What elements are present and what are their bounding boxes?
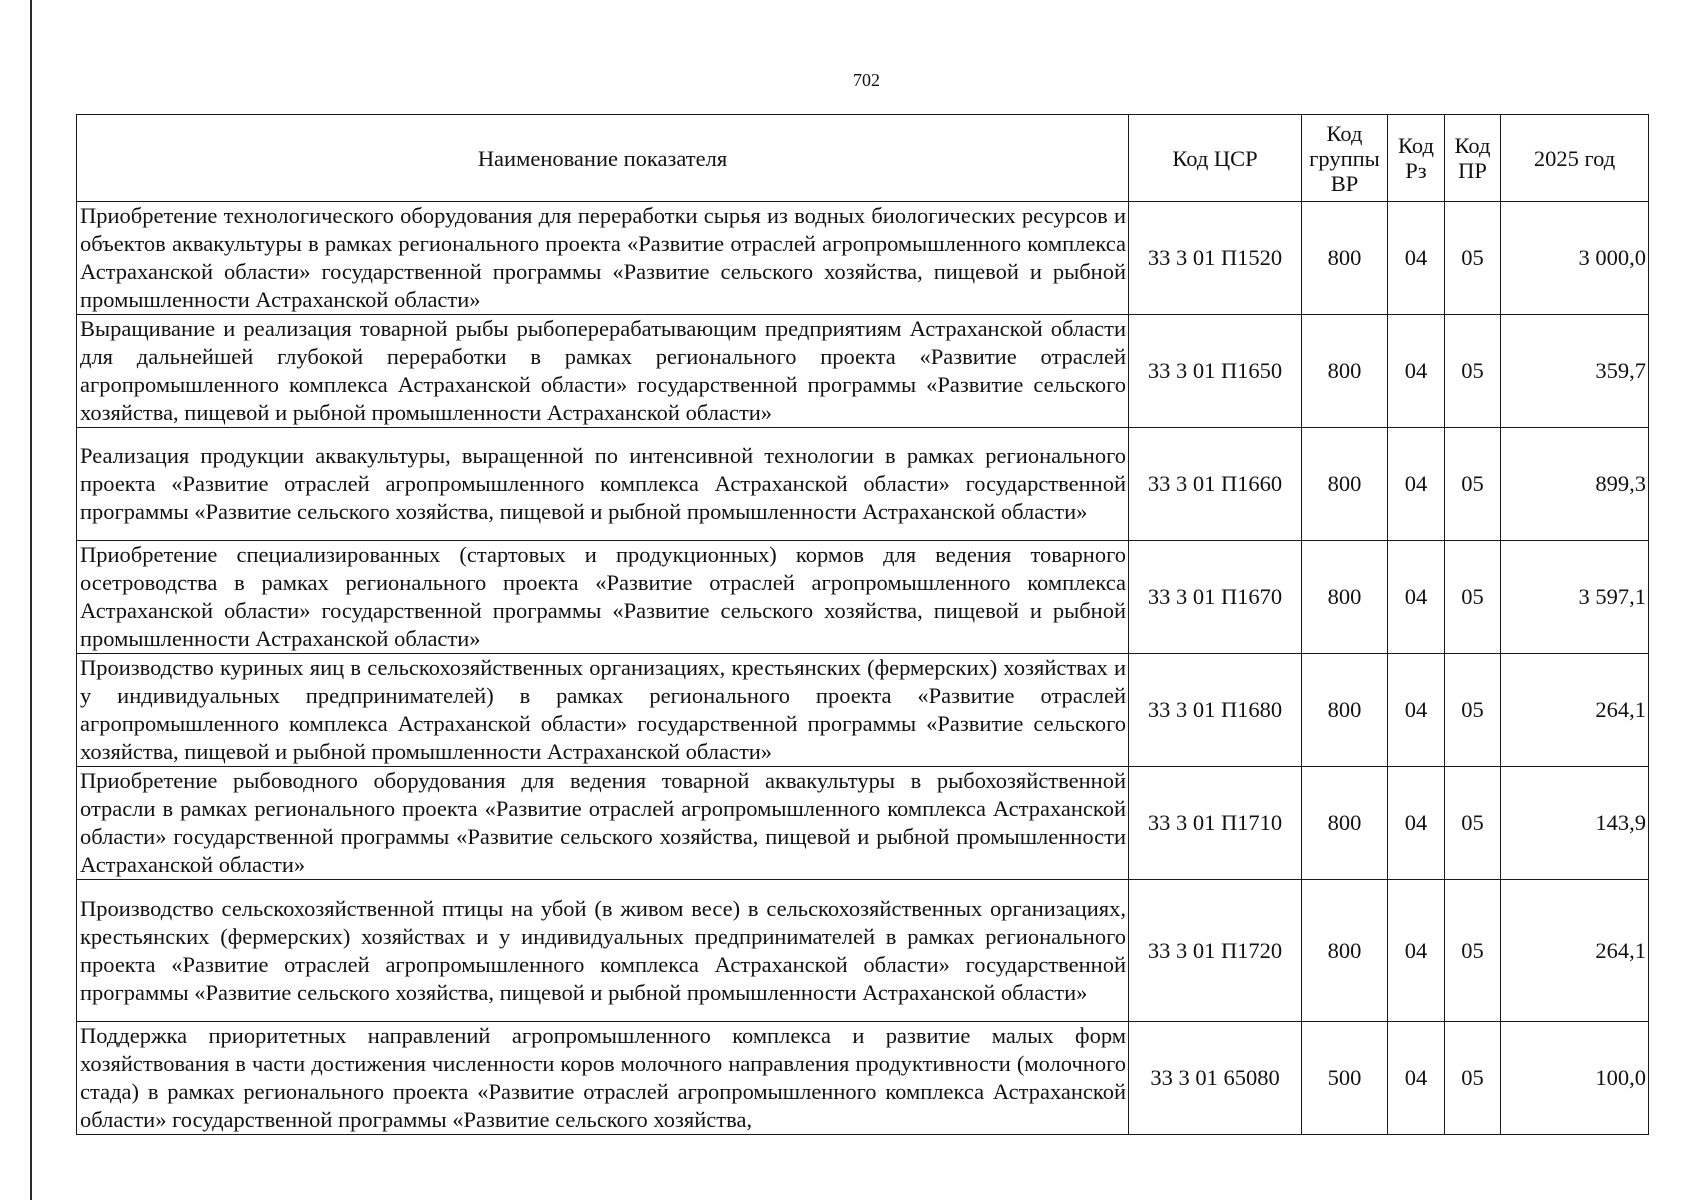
header-vr-line: ВР: [1330, 170, 1359, 196]
header-rz-line: Код: [1398, 133, 1434, 158]
row-rz: 04: [1388, 428, 1445, 541]
row-vr: 500: [1302, 1022, 1388, 1135]
header-name: Наименование показателя: [77, 115, 1129, 202]
row-pr: 05: [1445, 202, 1501, 315]
row-amount: 3 597,1: [1501, 541, 1649, 654]
row-pr: 05: [1445, 1022, 1501, 1135]
row-amount: 3 000,0: [1501, 202, 1649, 315]
header-vr-line: Код: [1326, 120, 1363, 146]
page-number: 702: [853, 70, 880, 90]
row-amount: 264,1: [1501, 654, 1649, 767]
row-name: Реализация продукции аквакультуры, выращенной по интенсивной технологии в рамках регионального проекта «Развитие отраслей агропромышленного комплекса Астраханской области» государственной программы «Развитие сельского хозяйства, пищевой и рыбной промышленности Астраханской области»: [77, 428, 1129, 541]
row-amount: 899,3: [1501, 428, 1649, 541]
row-name: Приобретение рыбоводного оборудования для ведения товарной аквакультуры в рыбохозяйственной отрасли в рамках регионального проекта «Развитие отраслей агропромышленного комплекса Астраханской области» государственной программы «Развитие сельского хозяйства, пищевой и рыбной промышленности Астраханской области»: [77, 767, 1129, 880]
table-row: [77, 315, 1649, 428]
row-rz: 04: [1388, 767, 1445, 880]
row-vr: 800: [1302, 428, 1388, 541]
row-csr: 33 3 01 П1720: [1129, 880, 1302, 1022]
header-pr-line: ПР: [1458, 158, 1487, 183]
row-vr: 800: [1302, 315, 1388, 428]
header-pr: [1445, 115, 1501, 202]
budget-table: [76, 114, 1649, 1135]
row-rz: 04: [1388, 202, 1445, 315]
row-rz: 04: [1388, 541, 1445, 654]
table-row: [77, 1022, 1649, 1135]
row-pr: 05: [1445, 315, 1501, 428]
row-name: Поддержка приоритетных направлений агропромышленного комплекса и развитие малых форм хозяйствования в части достижения численности коров молочного направления продуктивности (молочного стада) в рамках регионального проекта «Развитие отраслей агропромышленного комплекса Астраханской области» государственной программы «Развитие сельского хозяйства,: [77, 1022, 1129, 1135]
header-vr-line: группы: [1309, 145, 1380, 171]
page-binding-line: [30, 0, 32, 1200]
row-csr: 33 3 01 П1520: [1129, 202, 1302, 315]
row-vr: 800: [1302, 767, 1388, 880]
row-csr: 33 3 01 П1660: [1129, 428, 1302, 541]
row-pr: 05: [1445, 767, 1501, 880]
row-pr: 05: [1445, 428, 1501, 541]
row-name: Выращивание и реализация товарной рыбы рыбоперерабатывающим предприятиям Астраханской области для дальнейшей глубокой переработки в рамках регионального проекта «Развитие отраслей агропромышленного комплекса Астраханской области» государственной программы «Развитие сельского хозяйства, пищевой и рыбной промышленности Астраханской области»: [77, 315, 1129, 428]
table-header-row: [77, 115, 1649, 202]
row-amount: 100,0: [1501, 1022, 1649, 1135]
table-row: [77, 654, 1649, 767]
row-rz: 04: [1388, 880, 1445, 1022]
row-rz: 04: [1388, 1022, 1445, 1135]
row-rz: 04: [1388, 654, 1445, 767]
row-amount: 143,9: [1501, 767, 1649, 880]
header-year: 2025 год: [1501, 115, 1649, 202]
row-amount: 264,1: [1501, 880, 1649, 1022]
row-csr: 33 3 01 П1650: [1129, 315, 1302, 428]
header-pr-line: Код: [1454, 133, 1491, 158]
row-name: Производство сельскохозяйственной птицы на убой (в живом весе) в сельскохозяйственных организациях, крестьянских (фермерских) хозяйствах и у индивидуальных предпринимателей в рамках регионального проекта «Развитие отраслей агропромышленного комплекса Астраханской области» государственной программы «Развитие сельского хозяйства, пищевой и рыбной промышленности Астраханской области»: [77, 880, 1129, 1022]
row-name: Приобретение специализированных (стартовых и продукционных) кормов для ведения товарного осетроводства в рамках регионального проекта «Развитие отраслей агропромышленного комплекса Астраханской области» государственной программы «Развитие сельского хозяйства, пищевой и рыбной промышленности Астраханской области»: [77, 541, 1129, 654]
row-rz: 04: [1388, 315, 1445, 428]
row-pr: 05: [1445, 541, 1501, 654]
row-name: Производство куриных яиц в сельскохозяйственных организациях, крестьянских (фермерских) хозяйствах и у индивидуальных предпринимателей) в рамках регионального проекта «Развитие отраслей агропромышленного комплекса Астраханской области» государственной программы «Развитие сельского хозяйства, пищевой и рыбной промышленности Астраханской области»: [77, 654, 1129, 767]
row-csr: 33 3 01 П1670: [1129, 541, 1302, 654]
row-csr: 33 3 01 П1710: [1129, 767, 1302, 880]
header-vr: [1302, 115, 1388, 202]
row-csr: 33 3 01 65080: [1129, 1022, 1302, 1135]
row-pr: 05: [1445, 880, 1501, 1022]
row-pr: 05: [1445, 654, 1501, 767]
table-row: [77, 541, 1649, 654]
row-vr: 800: [1302, 541, 1388, 654]
header-rz: [1388, 115, 1445, 202]
row-vr: 800: [1302, 202, 1388, 315]
row-vr: 800: [1302, 654, 1388, 767]
table-row: [77, 880, 1649, 1022]
row-vr: 800: [1302, 880, 1388, 1022]
header-csr: Код ЦСР: [1129, 115, 1302, 202]
table-row: [77, 428, 1649, 541]
row-csr: 33 3 01 П1680: [1129, 654, 1302, 767]
row-name: Приобретение технологического оборудования для переработки сырья из водных биологических ресурсов и объектов аквакультуры в рамках регионального проекта «Развитие отраслей агропромышленного комплекса Астраханской области» государственной программы «Развитие сельского хозяйства, пищевой и рыбной промышленности Астраханской области»: [77, 202, 1129, 315]
table-row: [77, 202, 1649, 315]
row-amount: 359,7: [1501, 315, 1649, 428]
table-row: [77, 767, 1649, 880]
header-rz-line: Рз: [1405, 158, 1427, 183]
